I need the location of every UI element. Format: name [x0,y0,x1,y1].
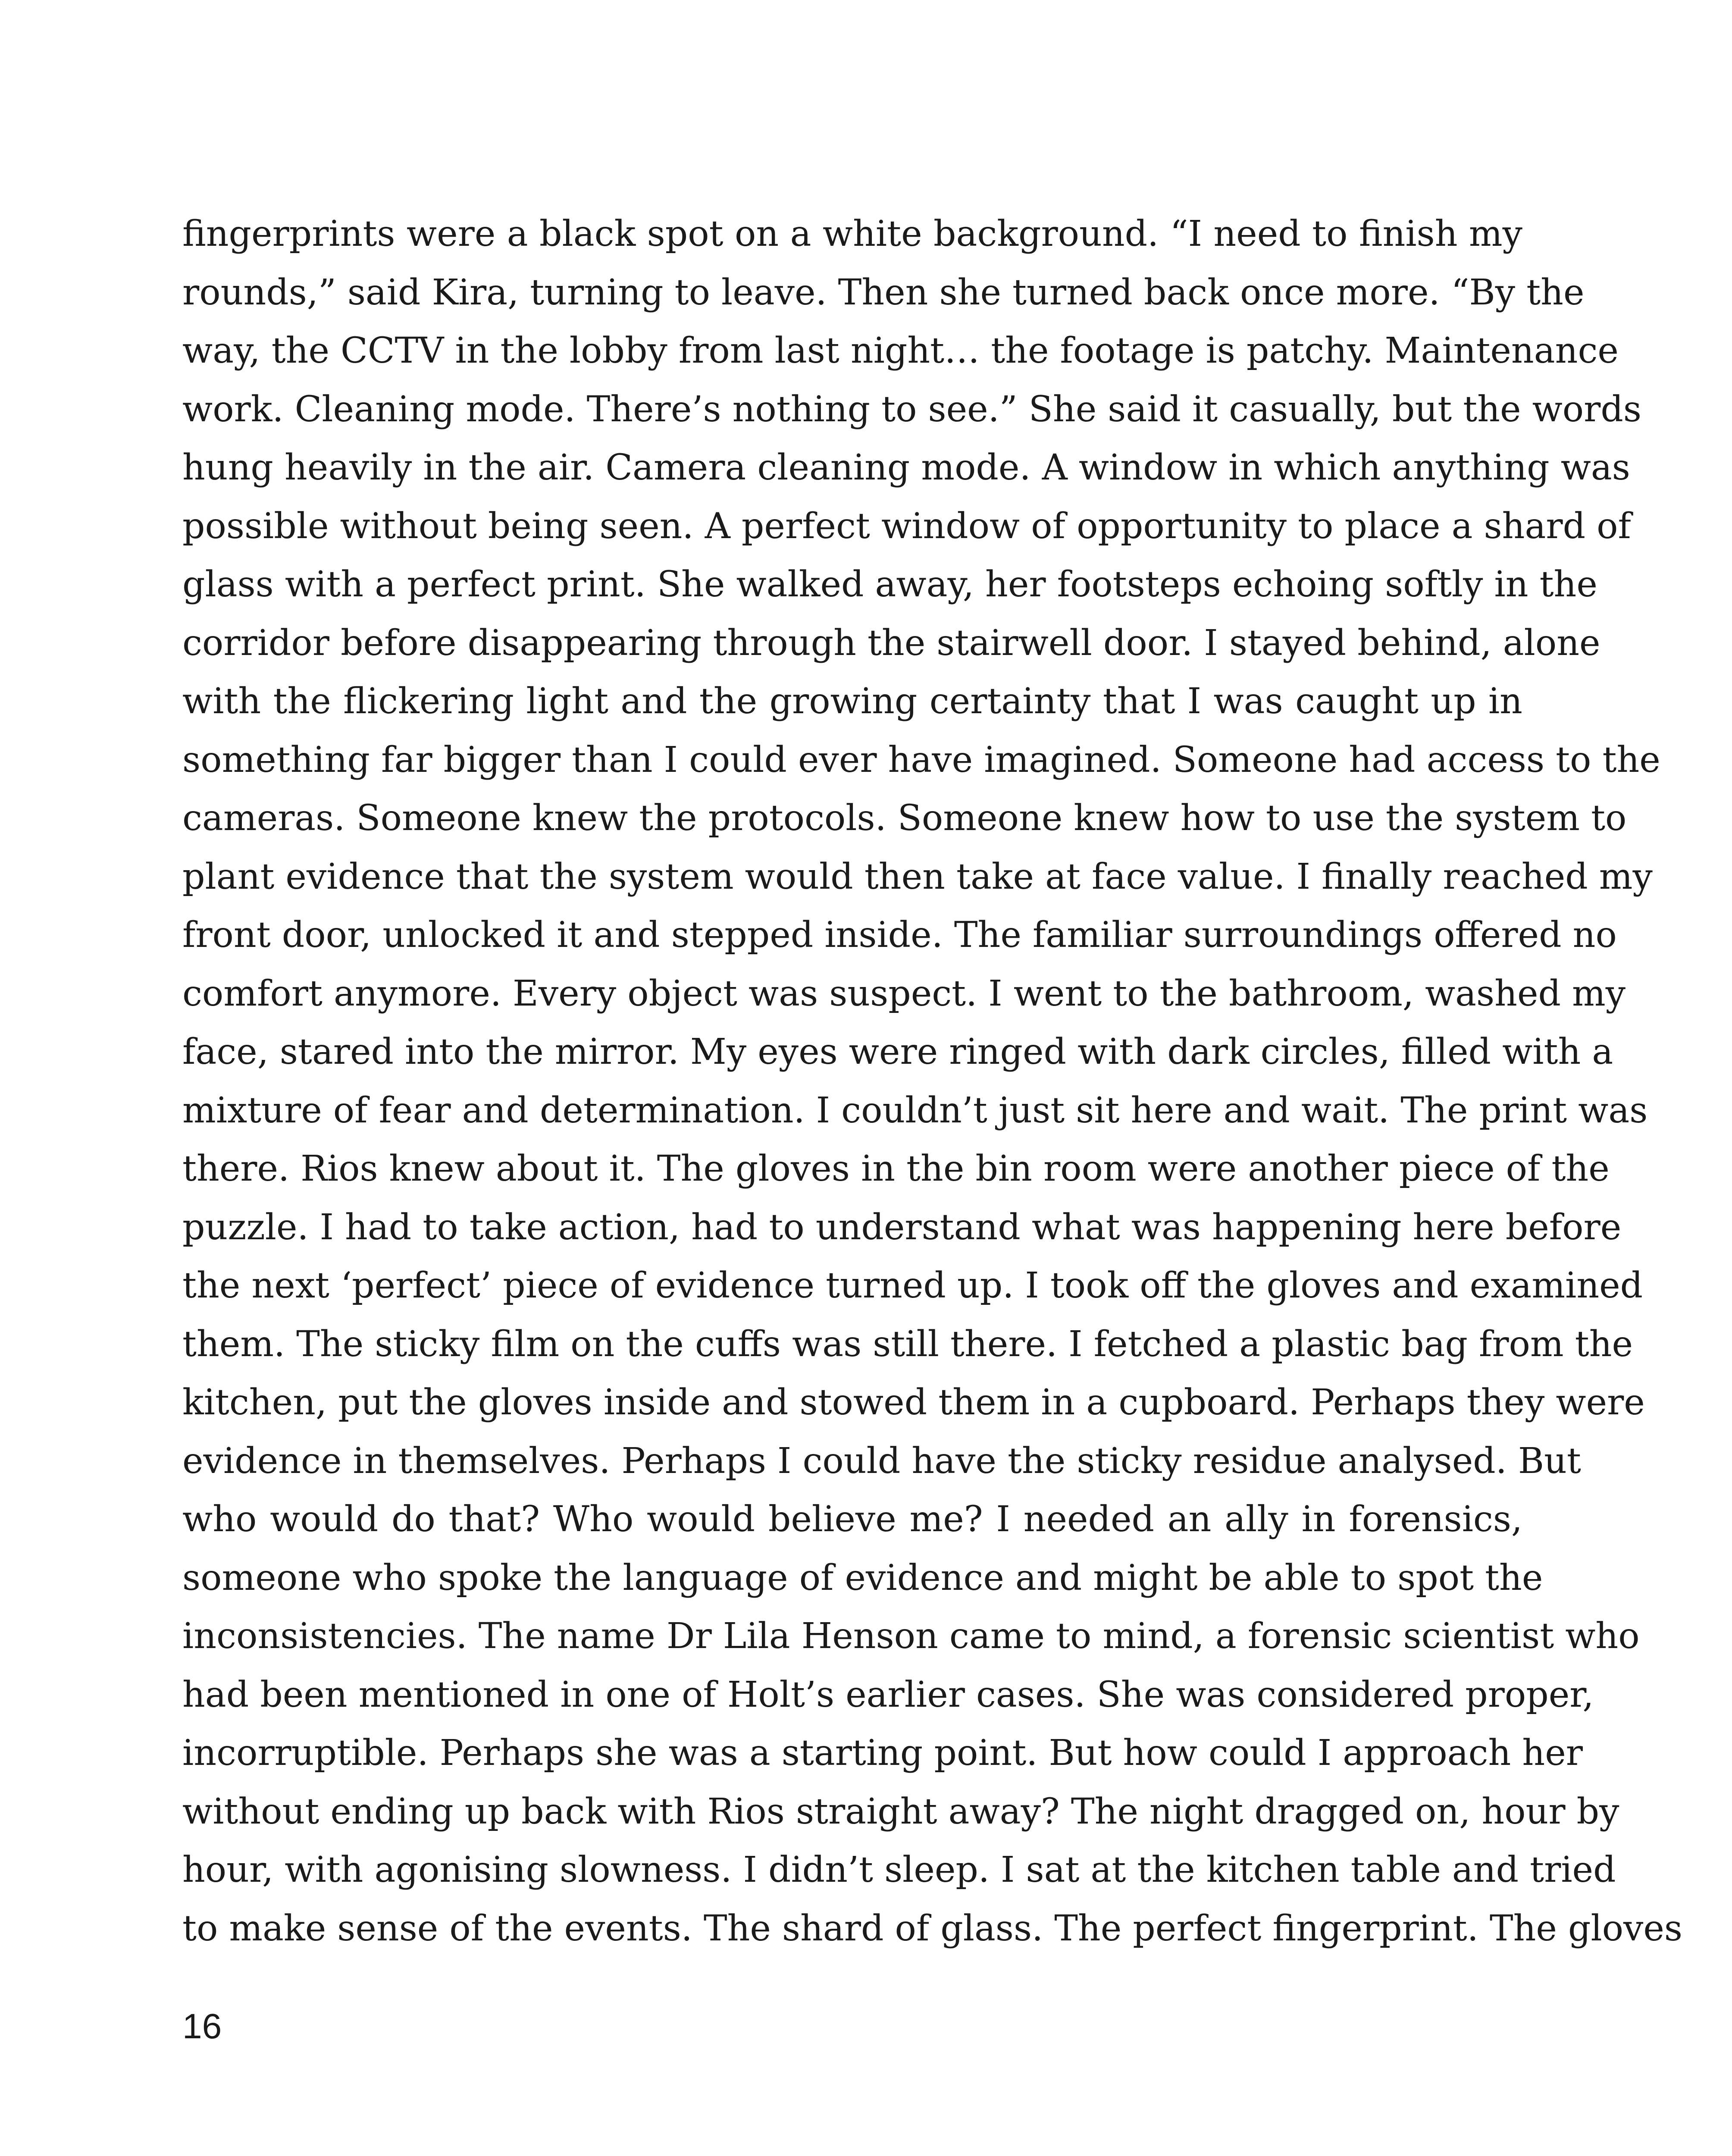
text-line: there. Rios knew about it. The gloves in the bin room were another piece of the [182,1148,1610,1189]
text-line: rounds,” said Kira, turning to leave. Then she turned back once more. “By the [182,272,1585,313]
text-line: mixture of fear and determination. I couldn’t just sit here and wait. The print was [182,1090,1648,1131]
page-number: 16 [182,2007,222,2046]
text-line: possible without being seen. A perfect window of opportunity to place a shard of [182,505,1631,547]
text-line: evidence in themselves. Perhaps I could have the sticky residue analysed. But [182,1440,1581,1482]
text-line: something far bigger than I could ever have imagined. Someone had access to the [182,739,1660,780]
text-line: incorruptible. Perhaps she was a starting point. But how could I approach her [182,1733,1583,1774]
text-line: without ending up back with Rios straight away? The night dragged on, hour by [182,1791,1619,1832]
text-line: puzzle. I had to take action, had to understand what was happening here before [182,1206,1622,1248]
text-line: comfort anymore. Every object was suspect. I went to the bathroom, washed my [182,973,1626,1014]
text-line: them. The sticky film on the cuffs was still there. I fetched a plastic bag from the [182,1323,1633,1365]
text-line: inconsistencies. The name Dr Lila Henson came to mind, a forensic scientist who [182,1616,1640,1657]
text-line: someone who spoke the language of evidence and might be able to spot the [182,1557,1543,1598]
text-line: hung heavily in the air. Camera cleaning mode. A window in which anything was [182,447,1630,488]
text-line: kitchen, put the gloves inside and stowed them in a cupboard. Perhaps they were [182,1382,1645,1423]
text-line: had been mentioned in one of Holt’s earlier cases. She was considered proper, [182,1674,1594,1715]
text-line: front door, unlocked it and stepped inside. The familiar surroundings offered no [182,915,1617,956]
body-text [182,205,1682,1958]
text-line: face, stared into the mirror. My eyes were ringed with dark circles, filled with a [182,1031,1613,1072]
text-line: plant evidence that the system would then take at face value. I finally reached my [182,856,1653,897]
text-line: cameras. Someone knew the protocols. Someone knew how to use the system to [182,798,1627,839]
text-line: the next ‘perfect’ piece of evidence turned up. I took off the gloves and examined [182,1265,1643,1306]
text-line: with the flickering light and the growing certainty that I was caught up in [182,681,1522,722]
text-line: who would do that? Who would believe me? I needed an ally in forensics, [182,1499,1522,1540]
text-line: fingerprints were a black spot on a white background. “I need to finish my [182,213,1522,254]
text-line: corridor before disappearing through the stairwell door. I stayed behind, alone [182,622,1600,664]
text-line: to make sense of the events. The shard of glass. The perfect fingerprint. The gloves [182,1908,1682,1949]
text-line: work. Cleaning mode. There’s nothing to see.” She said it casually, but the words [182,389,1641,430]
text-line: hour, with agonising slowness. I didn’t sleep. I sat at the kitchen table and tried [182,1849,1616,1890]
text-line: way, the CCTV in the lobby from last night… the footage is patchy. Maintenance [182,330,1619,371]
text-line: glass with a perfect print. She walked away, her footsteps echoing softly in the [182,564,1597,605]
